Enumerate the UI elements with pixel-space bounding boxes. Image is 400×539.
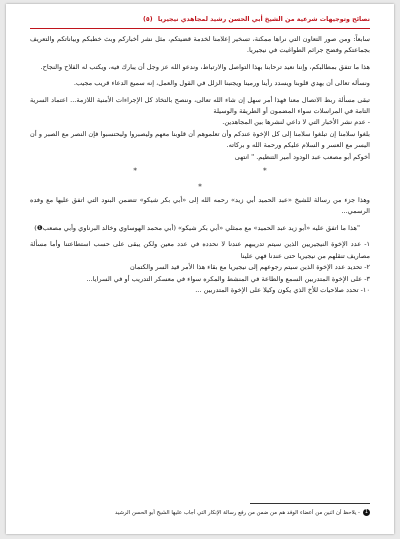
- section-separator: * * *: [133, 167, 329, 192]
- header-title: نصائح وتوجيهات شرعية من الشيخ أبي الحسن رشيد لمجاهدي نيجيريا: [157, 16, 370, 23]
- list-item: ١٠- تحدد صلاحيات للأخ الذي يكون وكيلا على الإخوة المتدربين ...: [195, 285, 370, 294]
- paragraph-greetings: بلغوا سلامنا إن تبلغوا سلامنا إلى كل الإخوة عندكم وأن تعلموهم أن قلوبنا معهم وليصبروا وليحتسبوا فإن النصر مع الصبر و أن اليسر مع العسر و السلام عليكم ورحمة الله و بركاته.: [30, 129, 370, 150]
- footnote-marker: 1: [364, 509, 369, 515]
- footnote-text: - يلاحظ أن اثنين من أعضاء الوفد هم من ضمن من رفع رسالة الإنكار التي أجاب عليها الشيخ أبو الحسن الرشيد: [115, 510, 360, 516]
- paragraph-seventh-point: سابعاً: ومن صور التعاون التي نراها ممكنة، تسخير إعلامنا لخدمة قضيتكم، مثل نشر أخباركم وبث خطبكم وبياناتكم والتعريف بجماعتكم وفضح جرائم الطواغيت في نيجيريا.: [30, 35, 370, 55]
- footnote: [30, 509, 370, 518]
- paragraph-no-publishing: - عدم نشر الأخبار التي لا داعي لنشرها بين المجاهدين.: [222, 118, 370, 127]
- paragraph-prayer: ونسأله تعالى أن يهدي قلوبنا ويسدد رأينا ورمينا ويجنبنا الزلل في القول والعمل، إنه سميع الدعاء قريب مجيب.: [73, 79, 370, 88]
- paragraph-quote-open: "هذا ما اتفق عليه «أبو زيد عبد الحميد» مع ممثلي «أبي بكر شيكو» (أبي محمد الهوساوي وخالد البرناوي وأبي مصعب❶): [34, 223, 360, 232]
- footnote-divider: [250, 503, 370, 504]
- paragraph-quote-intro: وهذا جزء من رسالة للشيخ «عبد الحميد أبي زيد» رحمه الله إلى «أبي بكر شيكو» تتضمن البنود التي اتفق عليها مع وفده الرسمي...: [30, 196, 370, 216]
- paragraph-signature: أخوكم أبو مصعب عبد الودود أمير التنظيم. " انتهى: [234, 152, 370, 161]
- paragraph-agreement: هذا ما تتفق بمطالبكم، وإننا نعيد ترحابنا بهذا التواصل والارتباط، وندعو الله عز وجل أن يبارك فيه، ويكتب له الفلاح والنجاح.: [40, 62, 370, 71]
- page-number: (٥): [143, 16, 153, 23]
- document-body: [30, 34, 370, 488]
- document-page: [6, 4, 394, 534]
- list-item: ٢- تحديد عدد الإخوة الذين سيتم رجوعهم إلى نيجيريا مع بقاء هذا الأمر قيد السر والكتمان: [129, 263, 370, 272]
- list-item: ٣- على الإخوة المتدربين السمع والطاعة في المنشط والمكره سواء في معسكر التدريب أو في السرايا...: [86, 274, 370, 283]
- page-header: [30, 14, 370, 29]
- paragraph-contact: تبقى مسألة ربط الاتصال معنا فهذا أمر سهل إن شاء الله تعالى، وننصح بالتخاذ كل الإجراءات الأمنية اللازمة... اعتماد السرية التامة في المراسلات سواء المضمون أو الطريقة والوسيلة: [30, 95, 370, 116]
- list-item: ١- عدد الإخوة النيجيريين الذين سيتم تدريبهم عندنا لا نحدده في عدد معين ولكن يبقى على حسب استطاعتنا وأما مسألة مصاريف تنقلهم من نيجيريا حتى عندنا فهي علينا: [30, 240, 370, 260]
